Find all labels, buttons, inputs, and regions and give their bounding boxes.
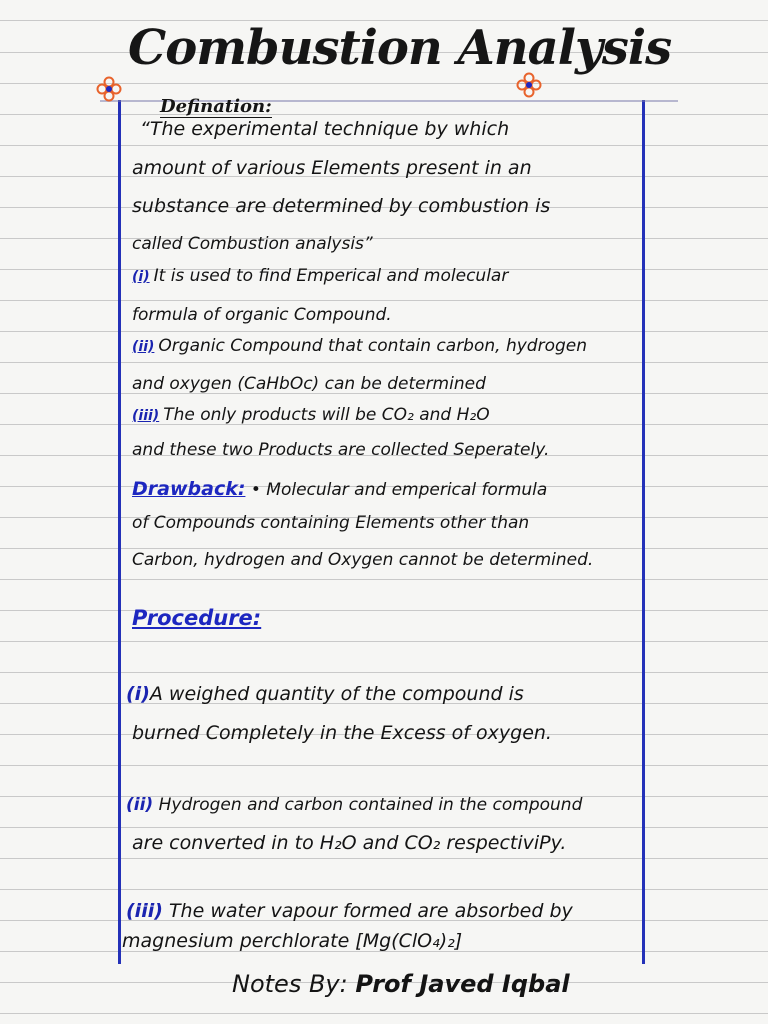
step-text: Hydrogen and carbon contained in the compound <box>158 795 583 815</box>
step-number: (iii) <box>126 900 163 922</box>
point-text-continued: and these two Products are collected Seperately. <box>132 440 550 460</box>
step-text-continued: are converted in to H₂O and CO₂ respectiviPy. <box>132 832 567 854</box>
drawback-line <box>132 478 547 500</box>
step-number: (i) <box>126 683 150 705</box>
procedure-heading: Procedure: <box>132 606 262 630</box>
step-text: A weighed quantity of the compound is <box>149 683 524 705</box>
step-number: (ii) <box>126 795 154 815</box>
flower-doodle-icon <box>96 76 122 102</box>
page-title: Combustion Analysis <box>128 20 672 76</box>
procedure-step <box>126 795 582 815</box>
drawback-text-continued: of Compounds containing Elements other than <box>132 513 530 533</box>
definition-line: “The experimental technique by which <box>140 118 510 140</box>
step-text-continued: magnesium perchlorate [Mg(ClO₄)₂] <box>122 930 463 952</box>
point-text-continued: and oxygen (CaHbOc) can be determined <box>132 374 486 394</box>
procedure-step <box>126 900 573 922</box>
definition-line: substance are determined by combustion is <box>132 195 551 217</box>
point-number: (i) <box>132 269 150 285</box>
point-text: It is used to find Emperical and molecular <box>153 266 509 286</box>
drawback-text: • Molecular and emperical formula <box>250 480 548 500</box>
point-item <box>132 336 587 356</box>
footer-author: Prof Javed Iqbal <box>355 970 570 998</box>
footer-prefix: Notes By: <box>232 970 348 998</box>
definition-line: called Combustion analysis” <box>132 234 373 254</box>
drawback-label: Drawback: <box>132 478 246 500</box>
point-item <box>132 405 490 425</box>
point-text: The only products will be CO₂ and H₂O <box>163 405 490 425</box>
footer-credit <box>232 970 570 998</box>
step-text-continued: burned Completely in the Excess of oxygen. <box>132 722 552 744</box>
procedure-step <box>126 683 524 705</box>
point-item <box>132 266 508 286</box>
left-margin-rule <box>118 100 121 964</box>
definition-line: amount of various Elements present in an <box>132 157 532 179</box>
point-number: (ii) <box>132 339 155 355</box>
definition-heading: Defination: <box>160 96 272 117</box>
step-text: The water vapour formed are absorbed by <box>168 900 573 922</box>
point-number: (iii) <box>132 408 160 424</box>
point-text-continued: formula of organic Compound. <box>132 305 392 325</box>
point-text: Organic Compound that contain carbon, hydrogen <box>158 336 588 356</box>
drawback-text-continued: Carbon, hydrogen and Oxygen cannot be determined. <box>132 550 594 570</box>
right-margin-rule <box>642 100 645 964</box>
